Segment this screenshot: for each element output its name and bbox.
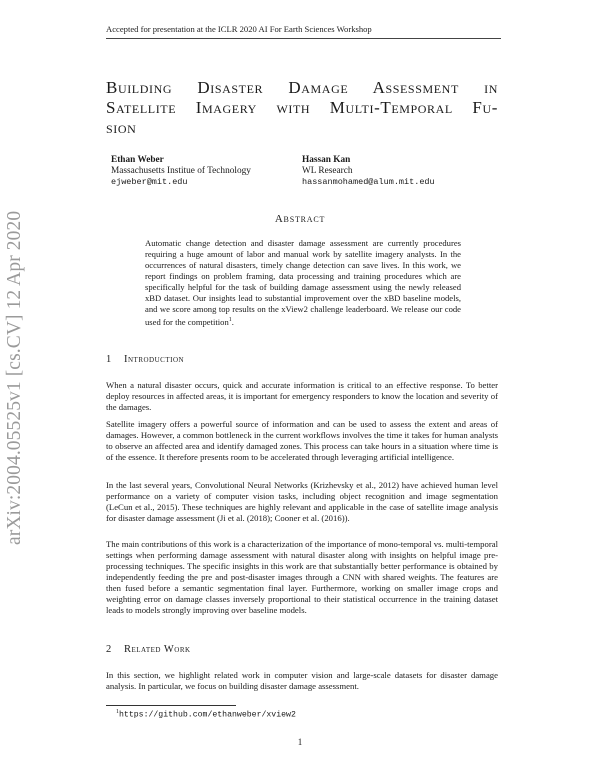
author-name: Ethan Weber bbox=[111, 155, 164, 165]
title-line-3: sion bbox=[106, 118, 137, 137]
footnote-link[interactable]: https://github.com/ethanweber/xview2 bbox=[119, 710, 296, 720]
header-rule bbox=[106, 38, 501, 39]
footnote-mark: 1 bbox=[228, 317, 232, 323]
author-name: Hassan Kan bbox=[302, 155, 351, 165]
author-block-2 bbox=[302, 155, 435, 188]
section-title: Related Work bbox=[124, 644, 191, 655]
footnote-rule bbox=[106, 705, 236, 706]
paragraph: When a natural disaster occurs, quick and accurate information is critical to an effective response. To better deploy resources in affected areas, it is important for emergency responders to know the location and severity of the damages. bbox=[106, 380, 498, 412]
paragraph: Satellite imagery offers a powerful source of information and can be used to assess the extent and areas of damages. However, a common bottleneck in the current workflows involves the time it takes for human analysts to observe an affected area and identify damaged zones. This process can take hours in a situation where time is of the essence. It therefore presents room to be accelerated through leveraging artificial intelligence. bbox=[106, 419, 498, 462]
abstract-end: . bbox=[231, 316, 234, 327]
section-title: Introduction bbox=[124, 354, 185, 365]
author-affiliation: Massachusetts Institue of Technology bbox=[111, 166, 251, 176]
page-number: 1 bbox=[297, 737, 303, 747]
paragraph: The main contributions of this work is a characterization of the importance of mono-temporal vs. multi-temporal settings when performing damage assessment with natural disaster along with insights on helpful image pre-processing techniques. The specific insights in this work are that substantially better performance is obtained by independently feeding the pre and post-disaster images through a CNN with shared weights. The features are then fused before a semantic segmentation final layer. Furthermore, working on smaller image crops and weighting error on damage classes inversely proportional to their statistical occurrence in the training dataset leads to models strongly improving over baseline models. bbox=[106, 539, 498, 615]
paragraph: In the last several years, Convolutional Neural Networks (Krizhevsky et al., 2012) have achieved human level performance on a variety of computer vision tasks, including object recognition and image segmentation (LeCun et al., 2015). These techniques are highly relevant and applicable in the case of satellite image analysis for disaster damage assessment (Ji et al. (2018); Cooner et al. (2016)). bbox=[106, 480, 498, 523]
author-block-1 bbox=[111, 155, 251, 188]
footnote-number: 1 bbox=[116, 709, 119, 715]
running-header: Accepted for presentation at the ICLR 2020 AI For Earth Sciences Workshop bbox=[106, 24, 372, 34]
author-affiliation: WL Research bbox=[302, 166, 353, 176]
abstract-body bbox=[145, 238, 461, 328]
section-heading-introduction bbox=[106, 354, 184, 365]
author-email: hassanmohamed@alum.mit.edu bbox=[302, 177, 435, 187]
footnote bbox=[116, 709, 296, 720]
section-number: 1 bbox=[106, 354, 112, 365]
arxiv-stamp: arXiv:2004.05525v1 [cs.CV] 12 Apr 2020 bbox=[4, 210, 25, 545]
section-number: 2 bbox=[106, 644, 112, 655]
title-line-1: Building Disaster Damage Assessment in bbox=[106, 78, 498, 97]
abstract-text: Automatic change detection and disaster damage assessment are currently procedures requiring a huge amount of labor and manual work by satellite imagery analysts. In the occurrences of natural disasters, timely change detection can save lives. In this work, we report findings on problem framing, data processing and training procedures which are specifically helpful for the task of building damage assessment using the newly released xBD dataset. Our insights lead to substantial improvement over the xBD baseline models, and we score among top results on the xView2 challenge leaderboard. We release our code used for the competition bbox=[145, 238, 461, 327]
title-line-2: Satellite Imagery with Multi-Temporal Fu- bbox=[106, 98, 498, 117]
section-heading-related-work bbox=[106, 644, 191, 655]
paper-title bbox=[106, 78, 498, 138]
paragraph: In this section, we highlight related work in computer vision and large-scale datasets for disaster damage analysis. In particular, we focus on building disaster damage assessment. bbox=[106, 670, 498, 691]
author-email: ejweber@mit.edu bbox=[111, 177, 188, 187]
abstract-heading: Abstract bbox=[274, 213, 326, 225]
